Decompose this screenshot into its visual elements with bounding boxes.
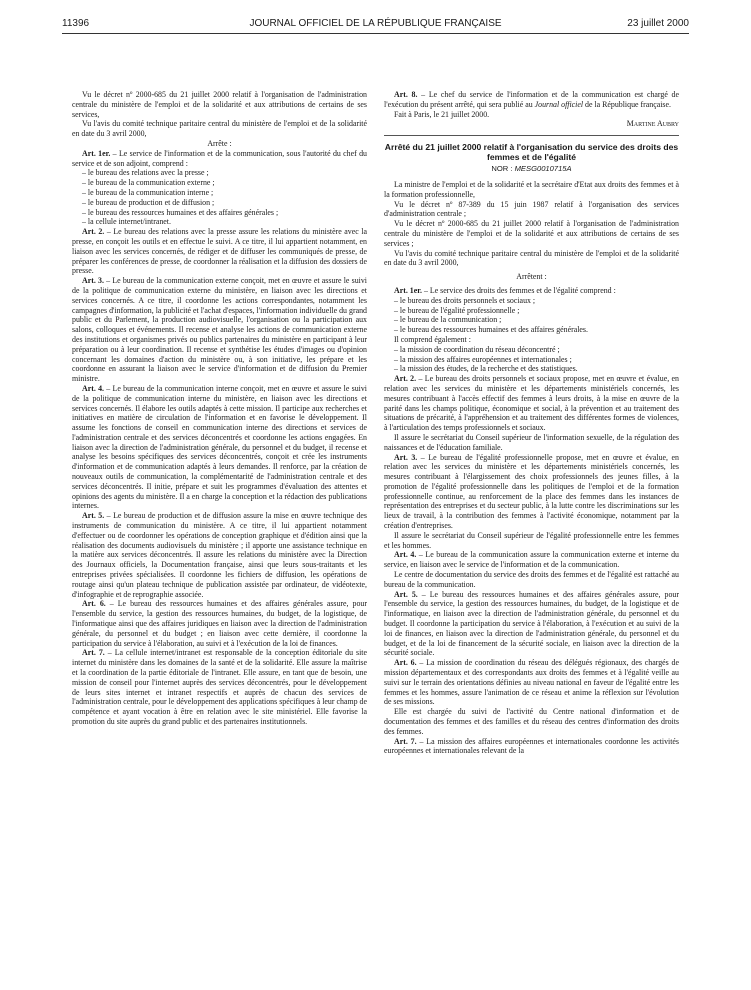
article-5 (72, 511, 367, 599)
article-1-list (384, 296, 679, 335)
right-column (384, 90, 679, 756)
article-text: de la République française. (583, 99, 671, 109)
article-label: Art. 7. (394, 736, 417, 746)
article-text: – Le chef du service de l'information et de la communication est chargé de l'exécution du présent arrêté, qui sera publié au (384, 90, 679, 109)
article-text: – Le bureau de l'égalité professionnelle propose, met en œuvre et évalue, en relation avec les services du ministère et les départements ministériels concernés, les mesures contribuant à l'élargissement des choix professionnels des jeunes filles, à la promotion de l'égalité professionnelle dans les politiques de l'emploi et de la formation professionnelle continue, au renforcement de la place des femmes dans les instances de représentation des entreprises et du secteur public, à la lutte contre les discriminations sur les lieux de travail, à la contribution des femmes à l'activité économique, notamment par la création d'entreprises. (384, 452, 679, 531)
article-3 (72, 276, 367, 384)
list-item: – le bureau des relations avec la presse ; (82, 168, 209, 178)
article-label: Art. 3. (82, 276, 104, 286)
list-item: – le bureau des ressources humaines et des affaires générales ; (82, 207, 279, 217)
article-label: Art. 4. (82, 383, 105, 393)
vu-paragraph: Vu le décret nº 2000-685 du 21 juillet 2000 relatif à l'organisation de l'administration centrale du ministère de l'emploi et de la solidarité et aux attributions de certains de ses services, (72, 90, 367, 119)
article-text: – La mission des affaires européennes et internationales coordonne les activités européennes et internationales relevant de la (384, 736, 679, 756)
vu-paragraph: Vu le décret nº 2000-685 du 21 juillet 2000 relatif à l'organisation de l'administration centrale du ministère de l'emploi et de la solidarité et aux attributions de certains de ses services ; (384, 219, 679, 248)
nor-reference (384, 164, 679, 174)
list-item: – le bureau de production et de diffusion ; (82, 197, 215, 207)
issue-date: 23 juillet 2000 (627, 18, 689, 29)
list-item: – la mission des études, de la recherche et des statistiques. (394, 364, 578, 374)
intro-paragraph: La ministre de l'emploi et de la solidarité et la secrétaire d'Etat aux droits des femmes et à la formation professionnelle, (384, 179, 679, 199)
vu-paragraph: Vu le décret nº 87-389 du 15 juin 1987 relatif à l'organisation des services d'administration centrale ; (384, 199, 679, 219)
list-item: – le bureau des droits personnels et sociaux ; (394, 295, 536, 305)
article-text: – Le bureau des ressources humaines et des affaires générales assure, pour l'ensemble du service, la gestion des ressources humaines, du budget, de la logistique, de l'informatique ainsi que des affaires juridiques en liaison avec la direction de l'administration générale, du personnel et du budget ; en liaison avec cette dernière, il coordonne la participation du service à l'élaboration, au suivi et à l'exécution de la loi de finances. (72, 599, 367, 648)
arretent-label: Arrêtent : (516, 272, 547, 282)
article-4-p2: Le centre de documentation du service des droits des femmes et de l'égalité est rattaché au bureau de la communication. (384, 570, 679, 589)
article-label: Art. 1er. (394, 285, 422, 295)
arrete-label: Arrête : (207, 138, 232, 148)
article-text: – La cellule internet/intranet est responsable de la conception éditoriale du site internet du ministère dans les domaines de la santé et de la solidarité. Elle assure la maîtrise et la coordination de la partie éditoriale de l'intranet. Elle assure, en tant que de besoin, une mission de conseil pour l'internet auprès des services déconcentrés, pour le développement de leurs sites internet et intranet respectifs et auprès de chacun des services de l'administration centrale, pour le développement des applications spécifiques à leur champ de compétence et ayant vocation à être en relation avec le site ministériel. Elle favorise la promotion du site auprès du grand public et des partenaires institutionnels. (72, 648, 367, 726)
article-6-p2: Elle est chargée du suivi de l'activité du Centre national d'information et de documentation des femmes et des familles et du réseau des centres d'information des droits des femmes. (384, 707, 679, 736)
article-text: – La mission de coordination du réseau des délégués régionaux, des chargés de mission départementaux et des correspondants aux droits des femmes et à l'égalité veille au suivi sur le terrain des orientations définies au niveau national en faveur de l'égalité entre les femmes et les hommes, assure l'animation de ce réseau et anime la réflexion sur l'évolution de ses missions. (384, 658, 679, 707)
article-7 (384, 737, 679, 757)
article-2 (72, 227, 367, 276)
article-6 (384, 658, 679, 707)
vu-paragraph: Vu l'avis du comité technique paritaire central du ministère de l'emploi et de la solidarité en date du 3 avril 2000, (384, 248, 679, 268)
article-label: Art. 6. (394, 658, 417, 668)
signature: Martine Aubry (626, 119, 679, 129)
page-header (62, 18, 689, 34)
article-label: Art. 3. (394, 452, 418, 462)
article-text: – Le bureau des relations avec la presse assure les relations du ministère avec la presse, en conçoit les outils et en effectue le suivi. A ce titre, il lui appartient notamment, en liaison avec les services concernés, de rédiger et de diffuser les communiqués de presse, de préparer les conférences de presse, de coordonner la réalisation et la diffusion des dossiers de presse. (72, 227, 367, 276)
article-label: Art. 4. (394, 550, 417, 560)
article-5 (384, 590, 679, 659)
section-divider (384, 135, 679, 136)
article-1-list-2 (384, 345, 679, 374)
article-1 (384, 286, 679, 296)
article-label: Art. 7. (82, 648, 105, 658)
page-number: 11396 (62, 18, 90, 29)
article-text: – Le service des droits des femmes et de l'égalité comprend : (421, 285, 616, 295)
article-3 (384, 453, 679, 531)
list-item: – la mission de coordination du réseau déconcentré ; (394, 344, 560, 354)
article-text: – Le bureau de la communication externe conçoit, met en œuvre et assure le suivi de la politique de communication externe du ministère, en liaison avec les directions et services concernés. A ce titre, il coordonne les actions correspondantes, notamment les campagnes d'information, la publicité et l'achat d'espaces, l'information individuelle du grand public et du Parlement, la production audiovisuelle, l'organisation ou la participation aux salons, colloques et événements. Il recense et analyse les actions de communication externe des institutions et organismes privés ou publics partenaires du ministère en participant à leur préparation ou à leur coordination. Il recense et synthétise les études d'images ou d'opinion concernant les domaines d'action du ministère ou, à son initiative, les prépare et les coordonne en assurant la liaison avec le service d'information et de diffusion du Premier ministre. (72, 276, 367, 384)
article-label: Art. 1er. (82, 148, 111, 158)
header-rule (62, 33, 689, 34)
article-3-p2: Il assure le secrétariat du Conseil supérieur de l'égalité professionnelle entre les femmes et les hommes. (384, 530, 679, 550)
list-item: – le bureau de la communication externe ; (82, 178, 215, 188)
nor-label: NOR : (491, 164, 515, 174)
article-4 (384, 550, 679, 570)
vu-paragraph: Vu l'avis du comité technique paritaire central du ministère de l'emploi et de la solidarité en date du 3 avril 2000, (72, 119, 367, 139)
left-column (72, 90, 367, 727)
article-text: – Le service de l'information et de la communication, sous l'autorité du chef du service et de son adjoint, comprend : (72, 148, 367, 168)
fait-a-paris: Fait à Paris, le 21 juillet 2000. (394, 109, 490, 119)
list-item: – la mission des affaires européennes et internationales ; (394, 354, 572, 364)
journal-name: Journal officiel (534, 99, 584, 109)
article-label: Art. 6. (82, 599, 106, 609)
article-text: – Le bureau des droits personnels et sociaux propose, met en œuvre et évalue, en relation avec les services du ministère et les départements ministériels concernés, les mesures contribuant à l'accès effectif des femmes à leurs droits, à la mise en œuvre de la parité dans les champs politique, économique et social, à la prévention et au traitement des situations de précarité, à l'appréhension et au traitement des différentes formes de violences, à l'articulation des temps professionnels et sociaux. (384, 374, 679, 433)
article-2 (384, 374, 679, 433)
article-text: – Le bureau des ressources humaines et des affaires générales assure, pour l'ensemble du service, la gestion des ressources humaines, du budget, de la logistique et de l'informatique, en liaison avec la direction de l'administration générale, du personnel et du budget. Il coordonne la participation du service à l'élaboration, à l'exécution et au suivi de la loi de finances, en liaison avec la direction de l'administration générale, du personnel et du budget, et de la loi de financement de la sécurité sociale, en liaison avec la direction de la sécurité sociale. (384, 589, 679, 658)
list-item: – le bureau de l'égalité professionnelle ; (394, 305, 520, 315)
arrete-title: Arrêté du 21 juillet 2000 relatif à l'organisation du service des droits des femmes et de l'égalité (384, 142, 679, 163)
list-item: – le bureau de la communication ; (394, 315, 502, 325)
list-item: – la cellule internet/intranet. (82, 217, 171, 227)
article-1-also: Il comprend également : (394, 334, 471, 344)
article-label: Art. 2. (394, 374, 417, 384)
article-text: – Le bureau de la communication assure la communication externe et interne du service, en liaison avec le service de l'information et de la communication. (384, 550, 679, 570)
nor-code: MESG0010715A (514, 164, 572, 174)
journal-title: JOURNAL OFFICIEL DE LA RÉPUBLIQUE FRANÇAISE (249, 18, 502, 29)
article-text: – Le bureau de la communication interne conçoit, met en œuvre et assure le suivi de la politique de communication interne du ministère, en liaison avec les directions et services concernés. Il élabore les outils adaptés à cette mission. Il participe aux recherches et initiatives en matière de circulation de l'information et en favorise le développement. Il assume les fonctions de conseil en communication interne des directions et services de l'administration centrale et des services déconcentrés et coordonne les actions engagées. En liaison avec la direction de l'administration générale, du personnel et du budget, il recense et analyse les besoins spécifiques des services déconcentrés, conçoit et crée les instruments d'information et de communication adaptés à leurs demandes. Il renforce, par la création de nouveaux outils de communication, la complémentarité de l'administration centrale et des services déconcentrés. Il initie, prépare et suit les programmes d'évaluation des attentes et opinions des agents du ministère. Il a en charge la conception et la rédaction des publications internes. (72, 383, 367, 511)
article-label: Art. 5. (82, 511, 105, 521)
article-1-list (72, 168, 367, 227)
article-2-p2: Il assure le secrétariat du Conseil supérieur de l'information sexuelle, de la régulation des naissances et de l'éducation familiale. (384, 432, 679, 452)
article-label: Art. 2. (82, 227, 105, 237)
article-6 (72, 599, 367, 648)
article-label: Art. 8. (394, 90, 418, 99)
article-1 (72, 149, 367, 169)
article-text: – Le bureau de production et de diffusion assure la mise en œuvre technique des instruments de communication du ministère. A ce titre, il lui appartient notamment d'effectuer ou de coordonner les opérations de conception graphique et d'édition ainsi que la réalisation des documents audiovisuels du ministère ; il apporte une assistance technique en la matière aux services déconcentrés. Il assure les relations du ministère avec la Direction des Journaux officiels, la Documentation française, ainsi que leurs sous-traitants et les entreprises privées spécialisées. Il coordonne les fichiers de diffusion, les opérations de routage ainsi qu'un plateau technique de publication assistée par ordinateur, de vidéotexte, d'infographie et de reprographie associée. (72, 511, 367, 599)
list-item: – le bureau des ressources humaines et des affaires générales. (394, 325, 588, 335)
article-7 (72, 648, 367, 726)
list-item: – le bureau de la communication interne ; (82, 187, 214, 197)
article-4 (72, 384, 367, 511)
article-8 (384, 90, 679, 110)
article-label: Art. 5. (394, 589, 418, 599)
